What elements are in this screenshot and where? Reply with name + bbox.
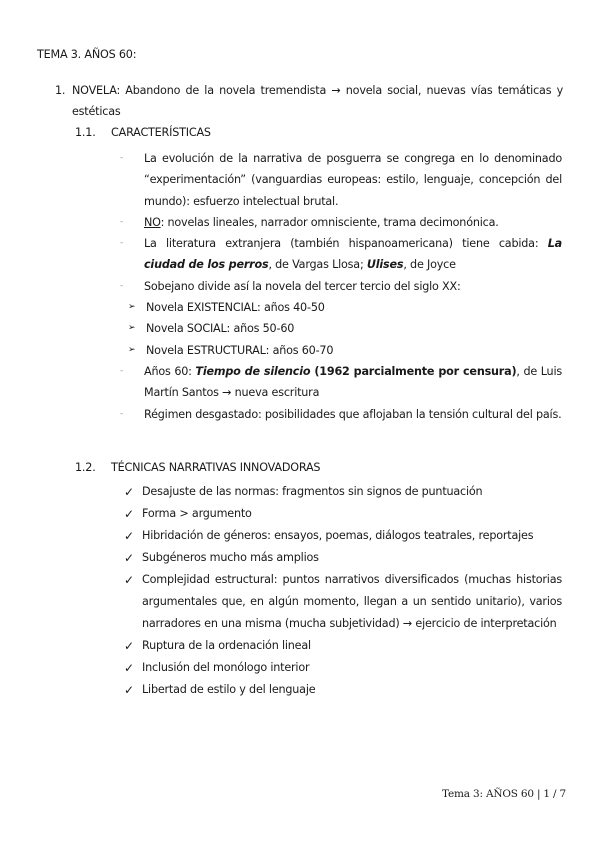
work-title: Tiempo de silencio (195, 364, 311, 378)
check-icon: ✓ (124, 639, 134, 653)
dash-bullet: - (120, 280, 124, 291)
subsection-number: 1.1. (75, 126, 96, 139)
arrow-icon: ➢ (128, 323, 136, 334)
check-item: ✓ Desajuste de las normas: fragmentos sin signos de puntuación (124, 481, 562, 503)
check-item: ✓ Ruptura de la ordenación lineal (124, 635, 562, 657)
check-icon: ✓ (124, 683, 134, 697)
work-title: Ulises (366, 258, 404, 272)
dash-bullet: - (120, 408, 124, 419)
subsection-tecnicas (75, 461, 320, 474)
list-item: - Años 60: Tiempo de silencio (1962 parcialmente por censura), de Luis Martín Santos → nueva escritura (120, 361, 562, 404)
arrow-icon: ➢ (128, 302, 136, 313)
page-footer: Tema 3: AÑOS 60 | 1 / 7 (442, 788, 566, 800)
subsection-number: 1.2. (75, 461, 96, 474)
dash-bullet: - (120, 365, 124, 376)
dash-bullet: - (120, 238, 124, 249)
list-item: - Sobejano divide así la novela del tercer tercio del siglo XX: (120, 276, 562, 297)
work-title: La ciudad de los perros (144, 237, 562, 272)
check-item: ✓ Forma > argumento (124, 503, 562, 525)
section-number: 1. (55, 84, 66, 97)
section-novela (55, 80, 563, 122)
check-item: ✓ Hibridación de géneros: ensayos, poemas, diálogos teatrales, reportajes (124, 525, 562, 547)
sobejano-list (124, 297, 562, 361)
arrow-icon: ➢ (128, 344, 136, 355)
check-icon: ✓ (124, 507, 134, 521)
arrow-item: ➢ Novela SOCIAL: años 50-60 (128, 318, 562, 339)
check-icon: ✓ (124, 529, 134, 543)
check-icon: ✓ (124, 485, 134, 499)
subsection-title: CARACTERÍSTICAS (111, 126, 211, 139)
document-title: TEMA 3. AÑOS 60: (37, 48, 137, 61)
arrow-item: ➢ Novela ESTRUCTURAL: años 60-70 (128, 340, 562, 361)
list-item: - NO: novelas lineales, narrador omnisciente, trama decimonónica. (120, 212, 562, 233)
subsection-title: TÉCNICAS NARRATIVAS INNOVADORAS (111, 461, 321, 474)
subsection-caracteristicas (75, 126, 211, 139)
arrow-item: ➢ Novela EXISTENCIAL: años 40-50 (128, 297, 562, 318)
list-item: - Régimen desgastado: posibilidades que aflojaban la tensión cultural del país. (120, 404, 562, 425)
underlined-no: NO (144, 215, 161, 229)
dash-bullet: - (120, 153, 124, 163)
tecnicas-list (124, 481, 562, 701)
dash-bullet: - (120, 216, 124, 227)
check-item: ✓ Complejidad estructural: puntos narrativos diversificados (muchas historias argumentales que, en algún momento, llegan a un sentido unitario), varios narradores en una misma (mucha subjetividad) → ejercicio de interpretación (124, 569, 562, 635)
check-icon: ✓ (124, 573, 134, 587)
check-icon: ✓ (124, 551, 134, 565)
check-item: ✓ Subgéneros mucho más amplios (124, 547, 562, 569)
check-icon: ✓ (124, 661, 134, 675)
section-heading: NOVELA: Abandono de la novela tremendista → novela social, nuevas vías temáticas y estéticas (72, 84, 563, 118)
caracteristicas-list (120, 148, 562, 425)
check-item: ✓ Inclusión del monólogo interior (124, 657, 562, 679)
check-item: ✓ Libertad de estilo y del lenguaje (124, 679, 562, 701)
list-item: - La evolución de la narrativa de posguerra se congrega en lo denominado “experimentación” (vanguardias europeas: estilo, lenguaje, concepción del mundo): esfuerzo intelectual brutal. (120, 148, 562, 212)
list-item: - La literatura extranjera (también hispanoamericana) tiene cabida: La ciudad de los perros, de Vargas Llosa; Ulises, de Joyce (120, 233, 562, 276)
